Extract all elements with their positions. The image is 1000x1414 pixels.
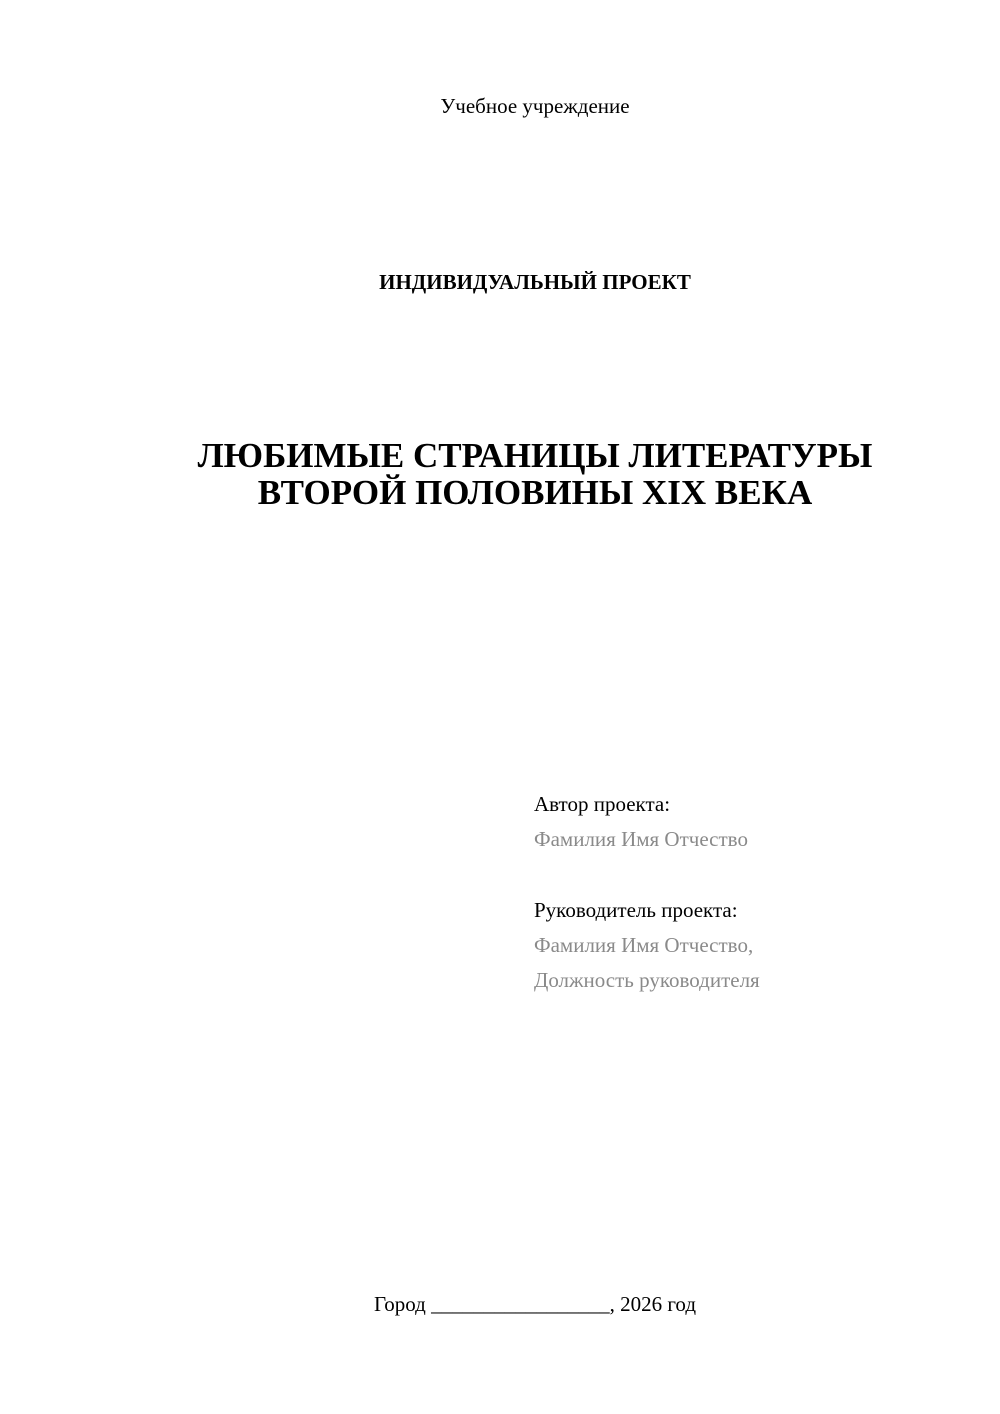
author-block	[534, 787, 748, 857]
author-label: Автор проекта:	[534, 792, 671, 816]
project-title	[0, 437, 1000, 511]
institution-name: Учебное учреждение	[440, 94, 630, 118]
supervisor-block	[534, 893, 760, 998]
project-type-heading: ИНДИВИДУАЛЬНЫЙ ПРОЕКТ	[379, 270, 691, 294]
project-title-line-2: ВТОРОЙ ПОЛОВИНЫ XIX ВЕКА	[257, 473, 813, 512]
author-name: Фамилия Имя Отчество	[534, 827, 748, 851]
supervisor-label: Руководитель проекта:	[534, 898, 738, 922]
supervisor-position: Должность руководителя	[534, 968, 760, 992]
city-year-footer: Город _________________, 2026 год	[373, 1292, 697, 1316]
project-title-line-1: ЛЮБИМЫЕ СТРАНИЦЫ ЛИТЕРАТУРЫ	[197, 436, 873, 475]
supervisor-name: Фамилия Имя Отчество,	[534, 933, 754, 957]
